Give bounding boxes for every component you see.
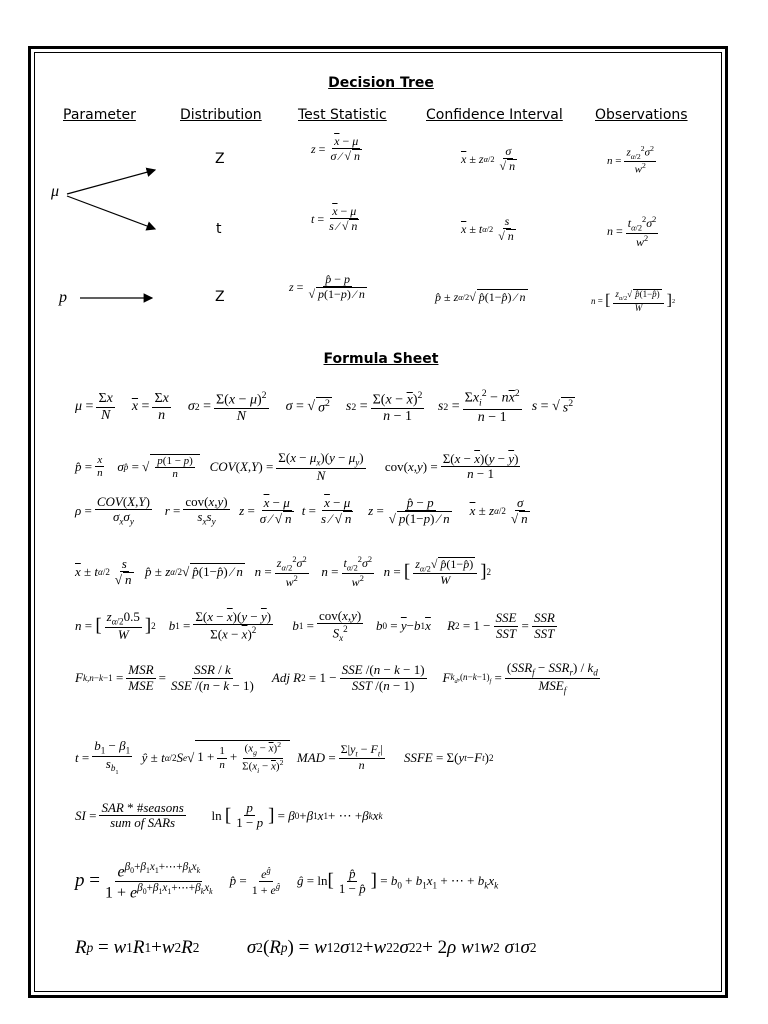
header-test-statistic: Test Statistic [298, 107, 387, 123]
ci-z-mean: $\overline{x}$ ± z α/2 σ √ n [461, 144, 516, 174]
formula-line-5: n = [ $z_{\alpha/2}0.5$ W ] 2 b 1 = $\Sigma(x - \overline{x})(y - \overline{y})$ $\Sigma(x - \overline{x})^2$ b 1 = cov(x,y) $S_x^2$ b 0 = $\overline{y}$ − b 1 $\overline{x}$ R 2 = 1 − SSE SST = SSR SST [75, 608, 555, 644]
formula-line-4: $\overline{x}$ ± t α/2 s √ n p̂ ± z α/2 √ p̂(1−p̂) ⁄ n n = $z_{\alpha/2}^2\sigma^2$ $w^2$ n = $t_{\alpha/2}^2\sigma^2$ $w^2$ n = [ $z_{\alpha/2}√$ p̂(1−p̂) W ] 2 [75, 555, 492, 589]
observations-t-mean: n = $t_{\alpha/2}^2\sigma^2$ $w^2$ [607, 215, 657, 249]
ci-t-mean: $\overline{x}$ ± t α/2 s √ n [461, 214, 514, 244]
formula-line-2: p̂ = x n σ p̂ = √ $\frac{p(1 - p)}{n}$ COV ( X , Y ) = $\Sigma(x - \mu_x)(y - \mu_y)$ N cov( x , y ) = $\Sigma(x - \overline{x})(y - \overline{y})$ n − 1 [75, 450, 519, 483]
test-statistic-z-prop: z = p̂ − p √ p(1−p) ⁄ n [289, 272, 365, 302]
observations-prop: n = [ $z_{\alpha/2}√$ p̂(1−p̂) W ] 2 [591, 289, 676, 313]
arrow-mu-t [67, 196, 155, 229]
distribution-row2: t [216, 221, 222, 237]
formula-line-10: R p = w 1 R 1 + w 2 R 2 σ 2 ( R p ) = w 1 2 σ 1 2 + w 2 2 σ 2 2 + 2 ρ w 1 w 2 σ 1 σ 2 [75, 937, 537, 958]
formula-line-9: p = $e^{\beta_0+\beta_1x_1+\cdots+\beta_kx_k}$ $1 + e^{\beta_0+\beta_1x_1+\cdots+\beta_kx_k}$ p̂ = $\frac{e^ĝ}{1 + e^ĝ}$ ĝ = ln [ p̂ 1 − p̂ ] = $b_0 + b_1x_1$ + ⋯ + $b_kx_k$ [75, 861, 499, 902]
test-statistic-z-mean: z = $\overline{x} - \mu$ σ ⁄ √ n [311, 134, 360, 164]
parameter-mu: μ [51, 183, 60, 200]
parameter-p: p [59, 289, 67, 306]
formula-line-8: SI = SAR * #seasons sum of SARs ln [ p 1 − p ] = β 0 + β 1 x 1 + ⋯ + β k x k [75, 800, 383, 831]
observations-z-mean: n = $z_{\alpha/2}^2\sigma^2$ $w^2$ [607, 144, 654, 176]
decision-tree-title: Decision Tree [328, 75, 434, 91]
distribution-row1: Z [215, 151, 225, 167]
header-observations: Observations [595, 107, 688, 123]
test-statistic-t-mean: t = $\overline{x} - \mu$ s ⁄ √ n [311, 204, 358, 234]
page-frame [28, 46, 728, 998]
header-parameter: Parameter [63, 107, 136, 123]
formula-line-3: ρ = COV(X,Y) $\sigma_x\sigma_y$ r = cov(x,y) $s_xs_y$ z = $\overline{x} - \mu$ σ ⁄ √ n t = $\overline{x} - \mu$ s ⁄ √ n z = p̂ − p √ p(1−p) ⁄ n $\overline{x}$ ± z α/2 σ √ n [75, 494, 528, 527]
formula-line-6: F k,n−k−1 = MSR MSE = SSR / k SSE /(n − k − 1) Adj R 2 = 1 − SSE /(n − k − 1) SST /(n − 1) F $k_d,(n-k-1)_f$ = $(SSR_f - SSR_r) / k_d$ $MSE_f$ [75, 660, 598, 696]
formula-line-1: μ = Σx N $\overline{x}$ = Σx n σ 2 = $\Sigma(x - \mu)^2$ N σ = √ $\sigma^2$ s 2 = $\Sigma(x - \overline{x})^2$ n − 1 s 2 = $\Sigma x_i^2 - n\overline{x}^2$ n − 1 s = √ $s^2$ [75, 388, 574, 426]
distribution-row3: Z [215, 289, 225, 305]
formula-line-7: t = $b_1 - \beta_1$ $s_{b_1}$ ŷ ± t α/2 S e √ 1 + $\frac{1}{n}$ + $\frac{(x_g - \overline{x})^2}{\Sigma(x_i - \overline{x})^2}$ MAD = $\Sigma|y_t - F_t|$ n SSFE = Σ( y t − F t ) 2 [75, 738, 494, 776]
header-confidence-interval: Confidence Interval [426, 107, 563, 123]
formula-sheet-title: Formula Sheet [323, 351, 439, 367]
header-distribution: Distribution [180, 107, 262, 123]
arrow-mu-z [67, 170, 155, 194]
ci-prop: p̂ ± z α/2 √ p̂(1−p̂) ⁄ n [435, 289, 526, 304]
